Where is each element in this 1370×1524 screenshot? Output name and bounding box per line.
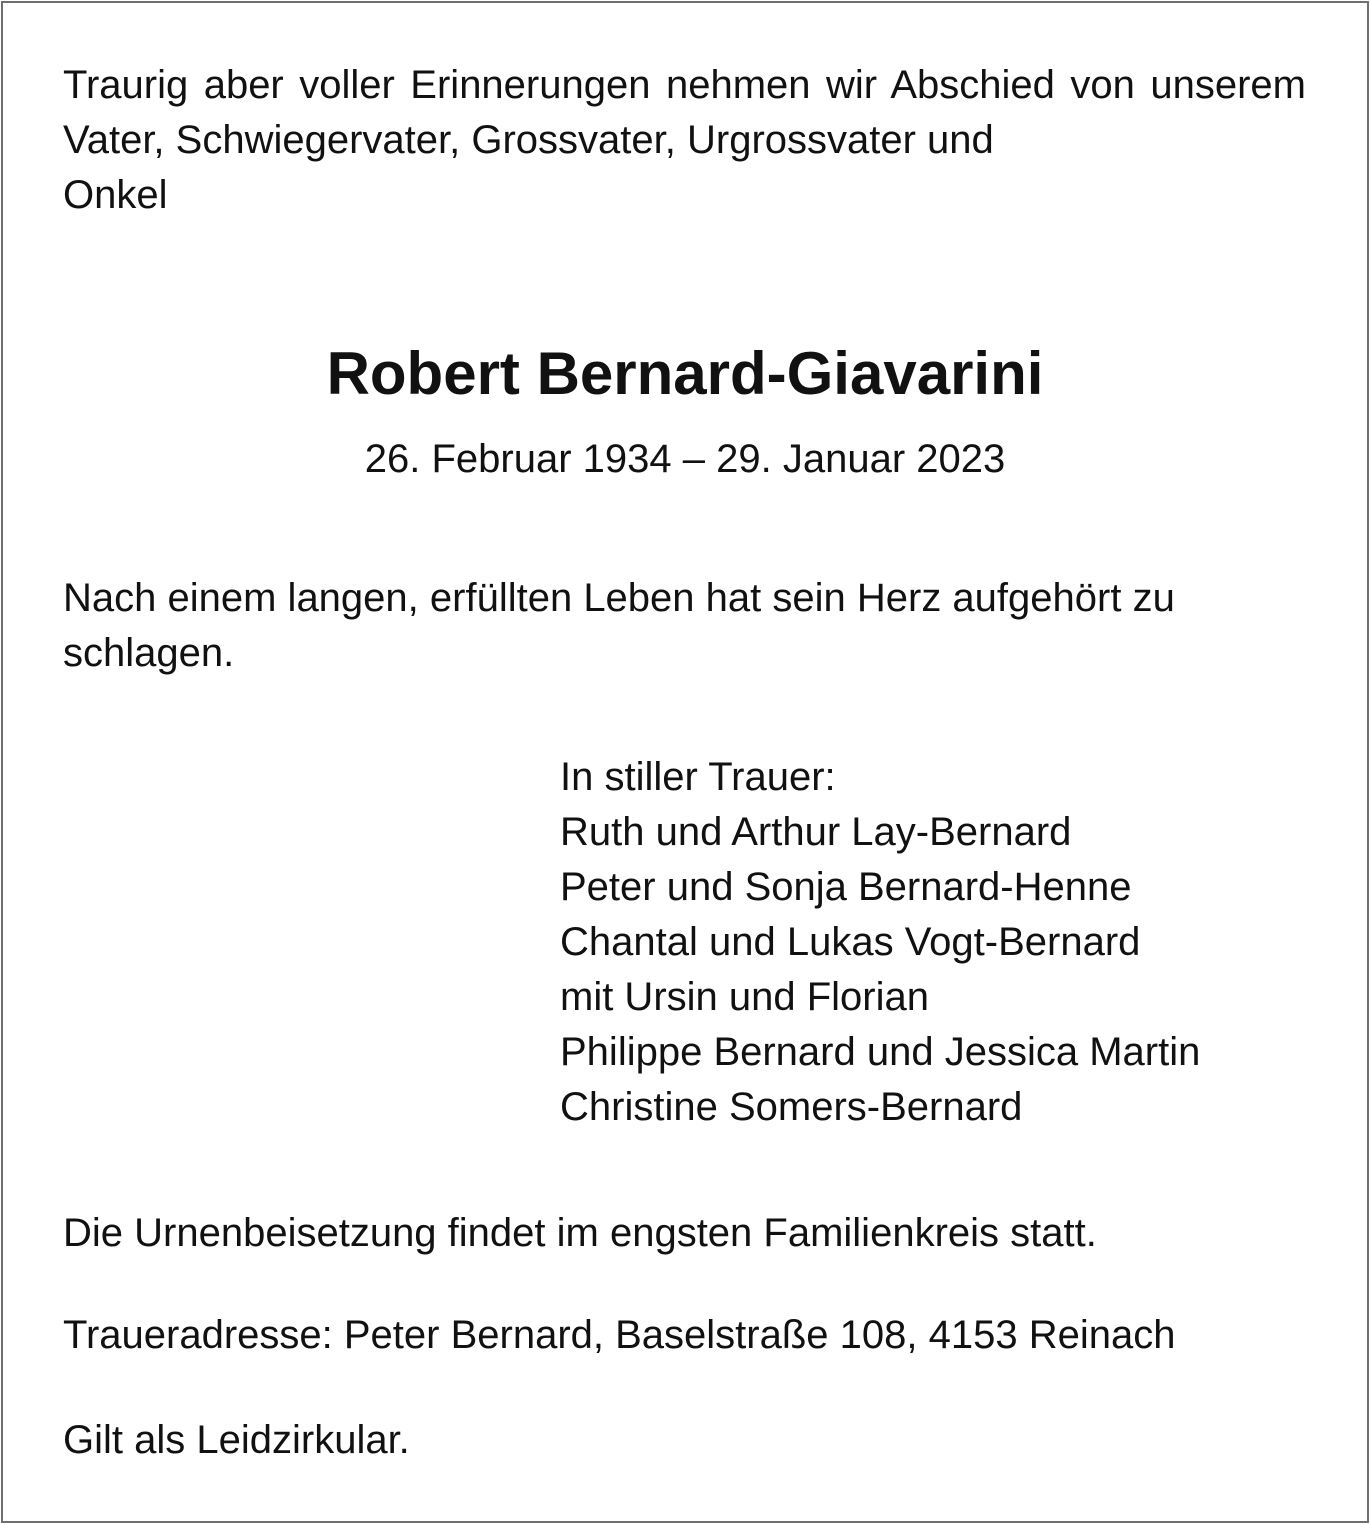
life-dates: 26. Februar 1934 – 29. Januar 2023 (364, 437, 1006, 481)
message-line-1: Nach einem langen, erfüllten Leben hat sein Herz aufgehört zu (63, 576, 1175, 620)
mourner-line: Philippe Bernard und Jessica Martin (560, 1030, 1201, 1074)
mourner-line: Ruth und Arthur Lay-Bernard (560, 810, 1072, 854)
intro-line-1: Traurig aber voller Erinnerungen nehmen wir Abschied von (63, 63, 1135, 107)
mourners-list (560, 750, 1200, 1135)
mourner-line: Chantal und Lukas Vogt-Bernard (560, 920, 1141, 964)
mourner-line: mit Ursin und Florian (560, 975, 930, 1019)
intro-text (63, 58, 1306, 223)
mourner-line: Christine Somers-Bernard (560, 1085, 1023, 1129)
mourning-address: Traueradresse: Peter Bernard, Baselstraße 108, 4153 Reinach (63, 1313, 1176, 1357)
mourner-line: Peter und Sonja Bernard-Henne (560, 865, 1132, 909)
burial-note: Die Urnenbeisetzung findet im engsten Familienkreis statt. (63, 1211, 1097, 1255)
circular-note: Gilt als Leidzirkular. (63, 1418, 410, 1462)
message-line-2: schlagen. (63, 631, 235, 675)
intro-line-3: Onkel (63, 173, 168, 217)
deceased-name: Robert Bernard-Giavarini (326, 340, 1044, 407)
mourners-heading: In stiller Trauer: (560, 755, 836, 799)
message-text (63, 571, 1313, 681)
intro-line-2: unserem Vater, Schwiegervater, Grossvater, Urgrossvater und (63, 63, 1306, 162)
